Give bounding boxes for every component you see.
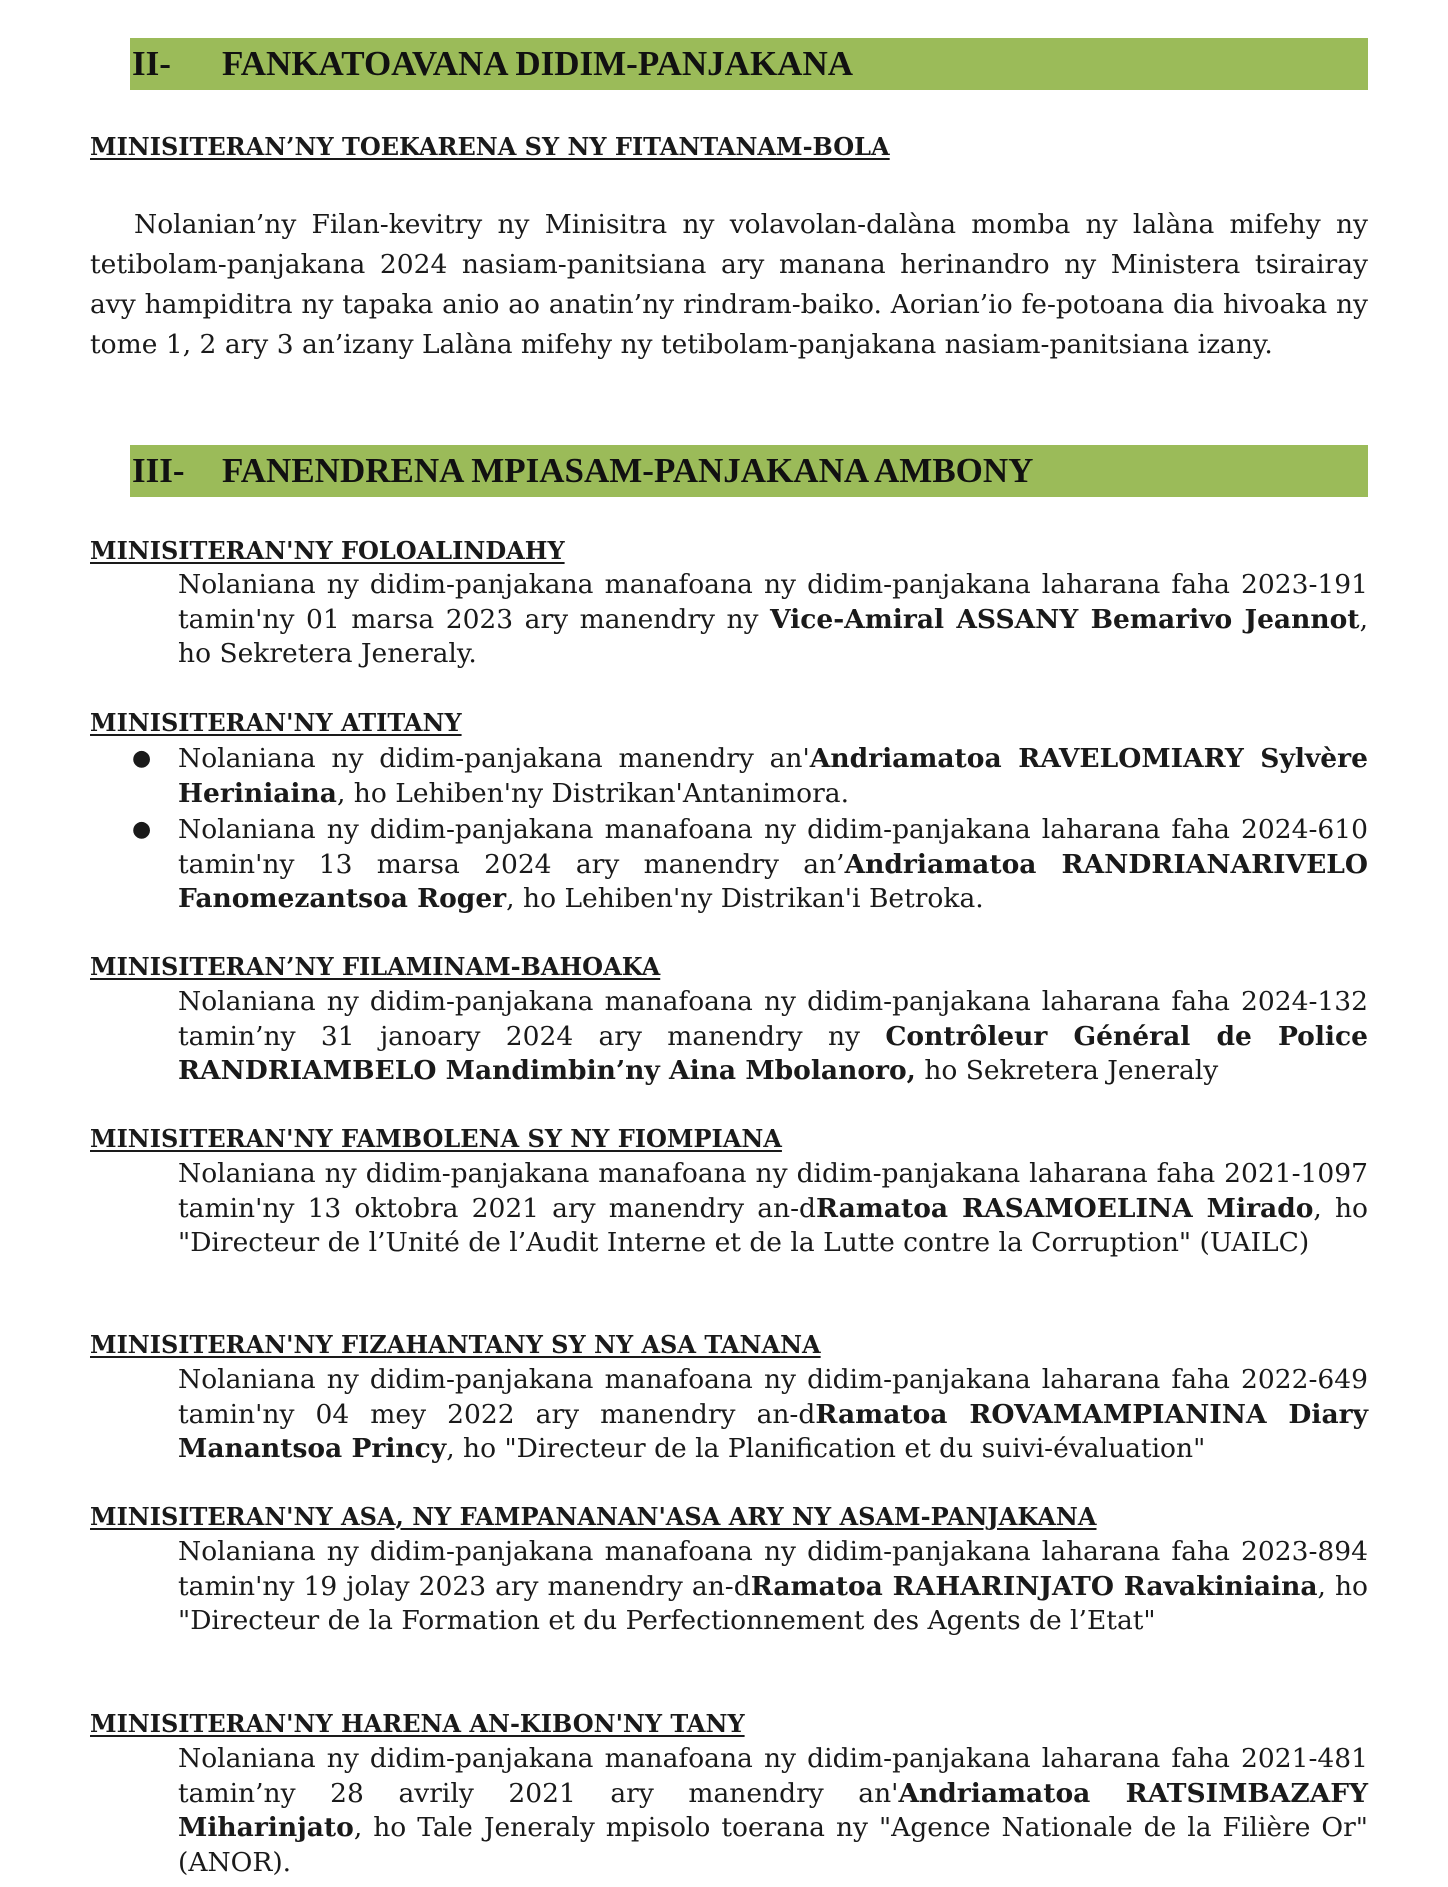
section-title: FANENDRENA MPIASAM-PANJAKANA AMBONY [222,451,1034,490]
bullet-icon: ● [132,746,152,771]
ministry-heading: MINISITERAN'NY ATITANY [90,708,462,737]
intro-paragraph: Nolanian’ny Filan-kevitry ny Minisitra ny volavolan-dalàna momba ny lalàna mifehy ny tetibolam-panjakana 2024 nasiam-panitsiana ary manana herinandro ny Ministera tsirairay avy hampiditra ny tapaka anio ao anatin’ny rindram-baiko. Aorian’io fe-potoana dia hivoaka ny tome 1, 2 ary 3 an’izany Lalàna mifehy ny tetibolam-panjakana nasiam-panitsiana izany. [90,209,1368,360]
ministry-heading: MINISITERAN’NY FILAMINAM-BAHOAKA [90,952,661,981]
section-heading-band [130,445,1368,497]
appointee-name: Andriamatoa RAVELOMIARY Sylvère Heriniaina [178,743,1368,809]
bullet-icon: ● [132,817,152,842]
appointment-paragraph: Nolaniana ny didim-panjakana manafoana ny didim-panjakana laharana faha 2024-132 tamin’ny 31 janoary 2024 ary manendry ny Contrôleur Général de Police RANDRIAMBELO Mandimbin’ny Aina Mbolanoro, ho Sekretera Jeneraly [178,986,1368,1086]
ministry-heading: MINISITERAN'NY FOLOALINDAHY [90,536,565,565]
section-title: FANKATOAVANA DIDIM-PANJAKANA [222,44,853,83]
appointee-name: Vice-Amiral ASSANY Bemarivo Jeannot [770,603,1360,635]
appointee-name: Contrôleur Général de Police RANDRIAMBELO Mandimbin’ny Aina Mbolanoro, [178,1020,1368,1086]
appointee-name: Ramatoa ROVAMAMPIANINA Diary Manantsoa Princy [178,1398,1368,1464]
appointee-name: Ramatoa RAHARINJATO Ravakiniaina [750,1570,1318,1602]
ministry-heading: MINISITERAN’NY TOEKARENA SY NY FITANTANAM-BOLA [90,132,890,161]
appointee-name: Ramatoa RASAMOELINA Mirado [816,1192,1314,1224]
section-number: II- [132,44,171,83]
appointment-paragraph: Nolaniana ny didim-panjakana manafoana ny didim-panjakana laharana faha 2021-1097 tamin'ny 13 oktobra 2021 ary manendry an-dRamatoa RASAMOELINA Mirado, ho "Directeur de l’Unité de l’Audit Interne et de la Lutte contre la Corruption" (UAILC) [178,1158,1368,1258]
appointment-paragraph: Nolaniana ny didim-panjakana manafoana ny didim-panjakana laharana faha 2024-610 tamin'ny 13 marsa 2024 ary manendry an’Andriamatoa RANDRIANARIVELO Fanomezantsoa Roger, ho Lehiben'ny Distrikan'i Betroka. [178,814,1368,914]
ministry-heading: MINISITERAN'NY HARENA AN-KIBON'NY TANY [90,1709,745,1738]
appointment-paragraph: Nolaniana ny didim-panjakana manafoana ny didim-panjakana laharana faha 2021-481 tamin’ny 28 avrily 2021 ary manendry an'Andriamatoa RATSIMBAZAFY Miharinjato, ho Tale Jeneraly mpisolo toerana ny "Agence Nationale de la Filière Or" (ANOR). [178,1743,1368,1878]
appointee-name: Andriamatoa RATSIMBAZAFY Miharinjato [178,1777,1368,1843]
appointment-paragraph: Nolaniana ny didim-panjakana manafoana ny didim-panjakana laharana faha 2023-894 tamin'ny 19 jolay 2023 ary manendry an-dRamatoa RAHARINJATO Ravakiniaina, ho "Directeur de la Formation et du Perfectionnement des Agents de l’Etat" [178,1536,1368,1636]
appointee-name: Andriamatoa RANDRIANARIVELO Fanomezantsoa Roger [178,848,1368,914]
appointment-paragraph: Nolaniana ny didim-panjakana manafoana ny didim-panjakana laharana faha 2022-649 tamin'ny 04 mey 2022 ary manendry an-dRamatoa ROVAMAMPIANINA Diary Manantsoa Princy, ho "Directeur de la Planification et du suivi-évaluation" [178,1364,1368,1464]
ministry-heading: MINISITERAN'NY FIZAHANTANY SY NY ASA TANANA [90,1330,821,1359]
section-number: III- [132,451,185,490]
ministry-heading: MINISITERAN'NY ASA, NY FAMPANANAN'ASA ARY NY ASAM-PANJAKANA [90,1502,1097,1531]
appointment-paragraph: Nolaniana ny didim-panjakana manafoana ny didim-panjakana laharana faha 2023-191 tamin'ny 01 marsa 2023 ary manendry ny Vice-Amiral ASSANY Bemarivo Jeannot, ho Sekretera Jeneraly. [178,569,1368,669]
ministry-heading: MINISITERAN'NY FAMBOLENA SY NY FIOMPIANA [90,1124,782,1153]
appointment-paragraph: Nolaniana ny didim-panjakana manendry an'Andriamatoa RAVELOMIARY Sylvère Heriniaina, ho Lehiben'ny Distrikan'Antanimora. [178,743,1368,809]
section-heading-band [130,38,1368,90]
